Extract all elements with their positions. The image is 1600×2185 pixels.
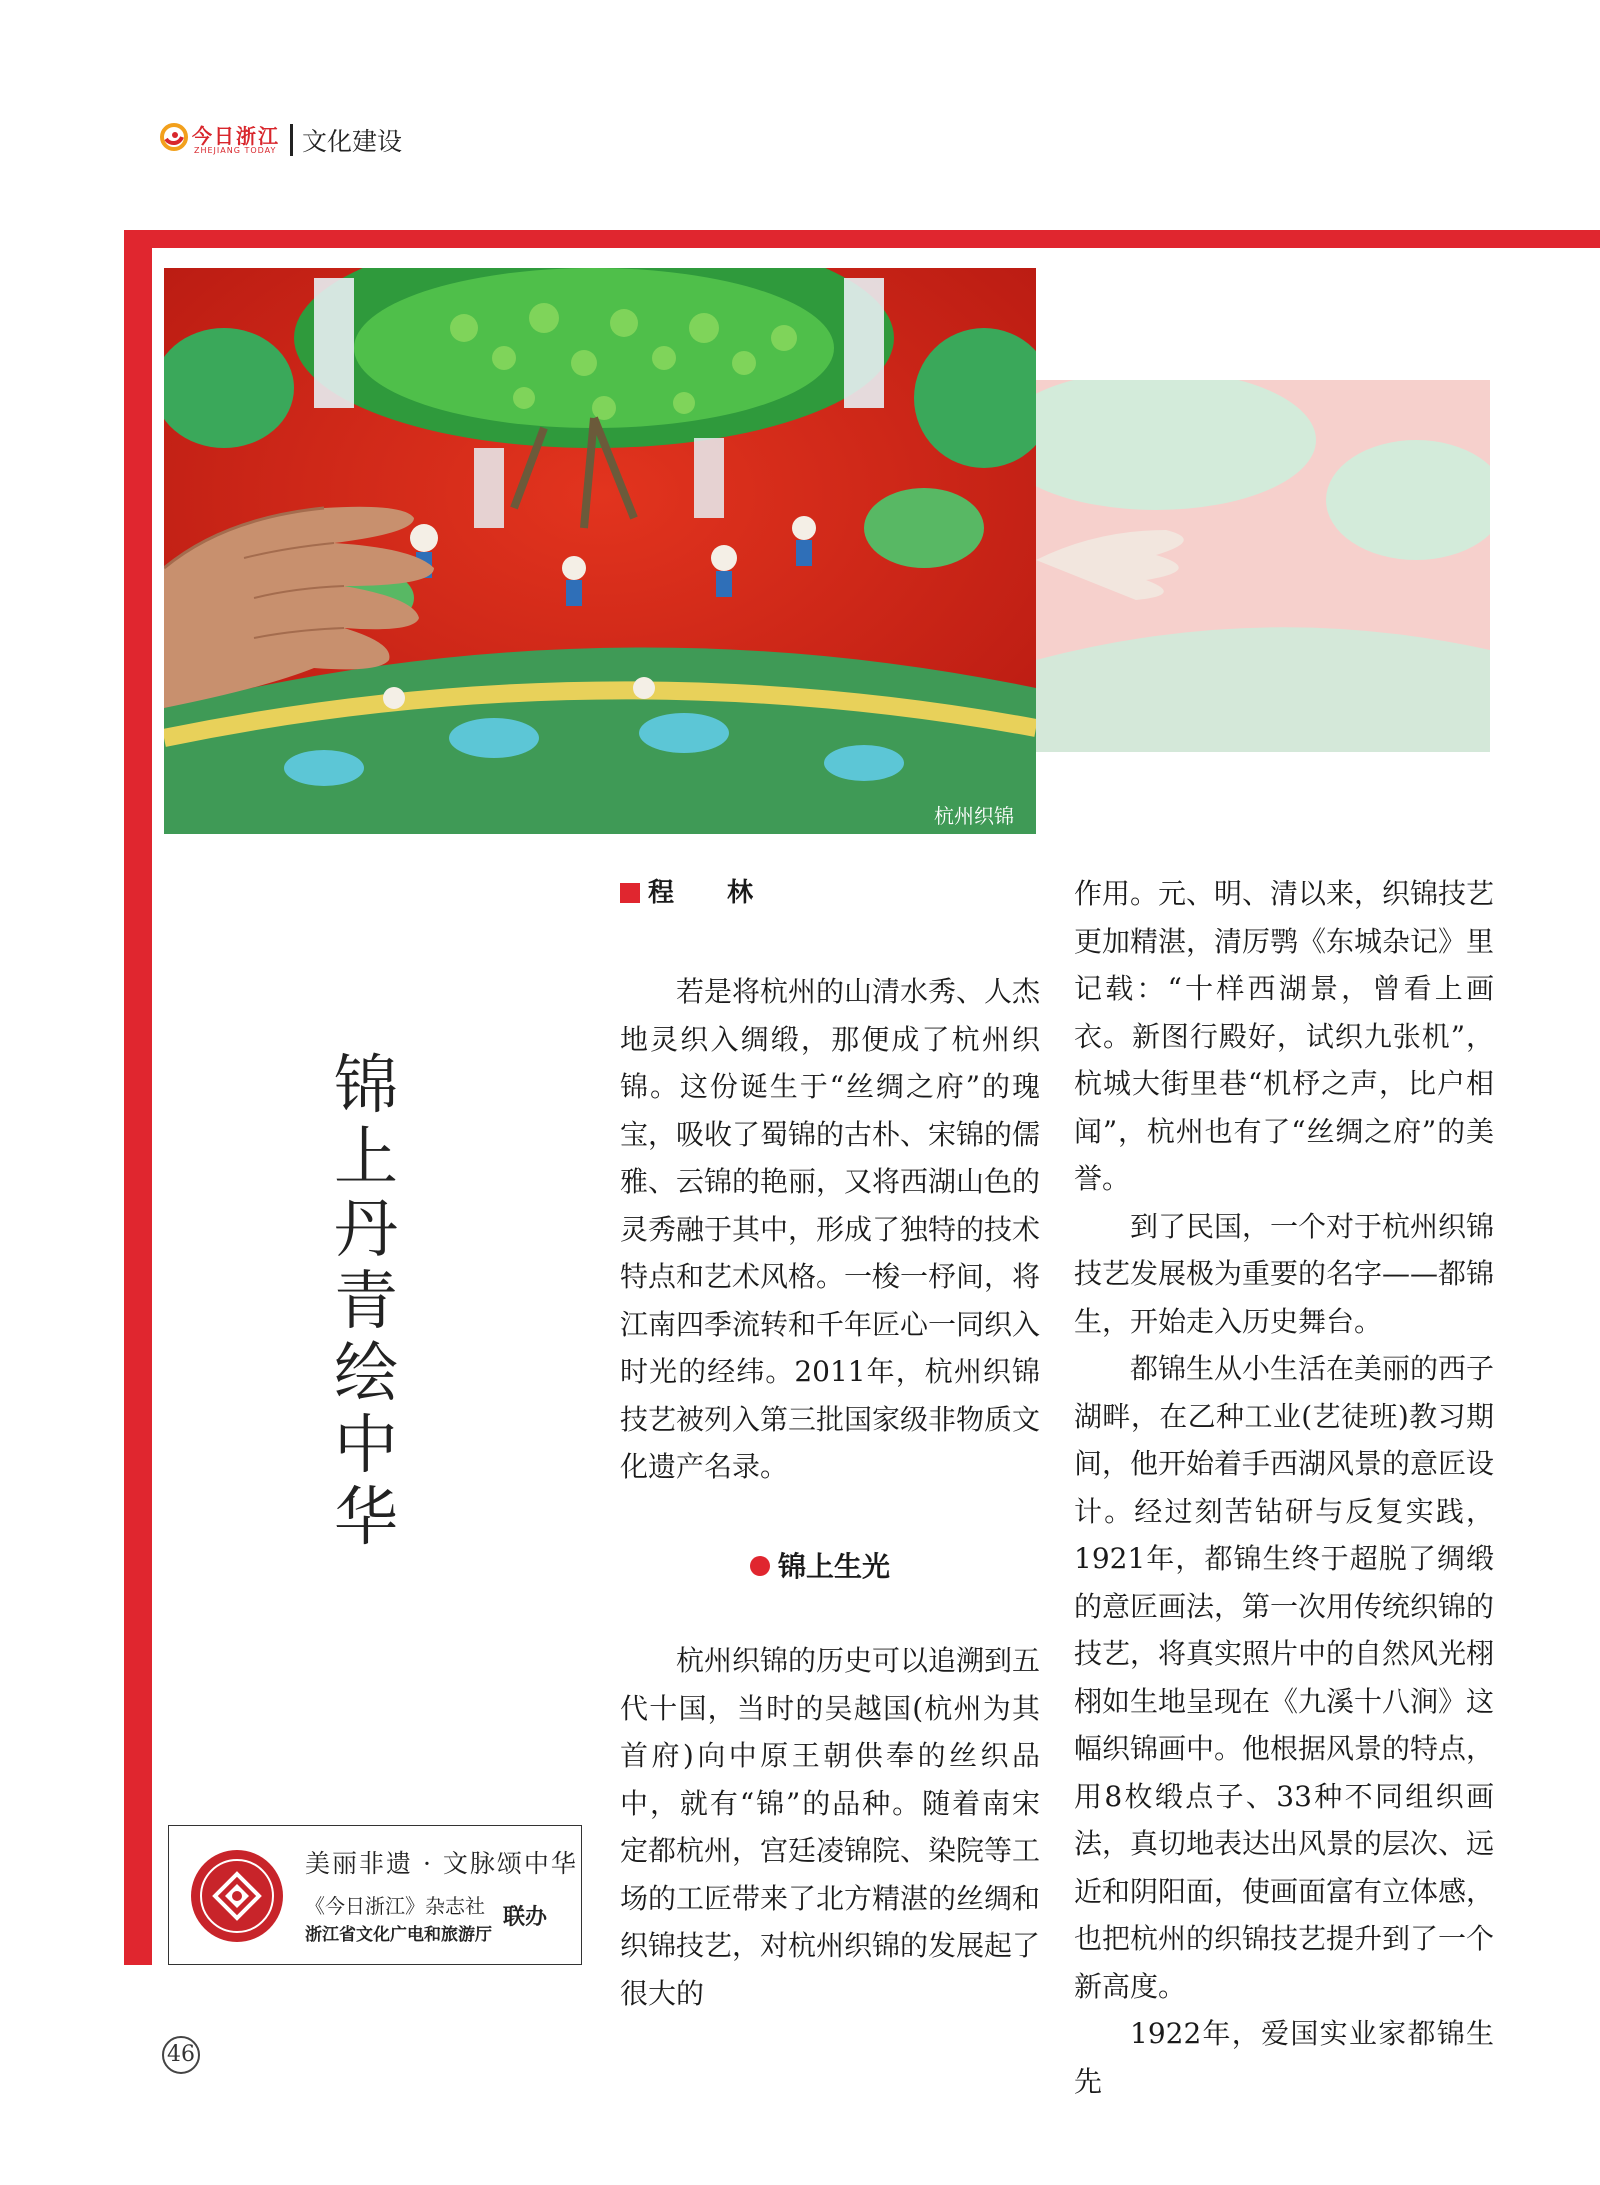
article-title (326, 1050, 406, 1554)
right-column (1074, 870, 1494, 2105)
logo-swirl-icon (160, 123, 188, 151)
red-frame-top (124, 230, 1600, 248)
faded-photo-echo (1036, 380, 1490, 752)
photo-caption: 杭州织锦 (934, 804, 1014, 828)
paragraph-5: 1922年，爱国实业家都锦生先 (1074, 2017, 1494, 2098)
paragraph-history (620, 1637, 1040, 2017)
paragraph-intro (620, 968, 1040, 1491)
title-char: 青 (334, 1265, 398, 1339)
title-char: 中 (334, 1409, 398, 1483)
logo-subtext: ZHEJIANG TODAY (194, 146, 277, 155)
author-byline (620, 872, 775, 909)
sponsor-organizer-1: 《今日浙江》杂志社 (305, 1894, 485, 1918)
red-frame-left (124, 230, 152, 1965)
red-square-marker (620, 883, 640, 903)
title-char: 上 (334, 1121, 398, 1195)
sponsor-series-name: 美丽非遗 · 文脉颂中华 (305, 1849, 578, 1878)
paragraph-1: 若是将杭州的山清水秀、人杰地灵织入绸缎，那便成了杭州织锦。这份诞生于“丝绸之府”的瑰宝，吸收了蜀锦的古朴、宋锦的儒雅、云锦的艳丽，又将西湖山色的灵秀融于其中，形成了独特的技术特点和艺术风格。一梭一杼间，将江南四季流转和千年匠心一同织入时光的经纬。2011年，杭州织锦技艺被列入第三批国家级非物质文化遗产名录。 (620, 975, 1041, 1483)
brocade-photo (164, 268, 1036, 834)
subheading-text: 锦上生光 (778, 1550, 891, 1583)
author-name: 程 林 (648, 878, 776, 908)
heritage-seal-icon (189, 1848, 285, 1944)
title-char: 丹 (334, 1193, 398, 1267)
logo-text: 今日浙江 (192, 124, 280, 148)
section-name: 文化建设 (302, 127, 403, 156)
faded-brocade-illustration (1036, 380, 1490, 752)
brocade-illustration (164, 268, 1036, 834)
sponsor-organizer-2: 浙江省文化广电和旅游厅 (305, 1925, 492, 1945)
paragraph-4: 都锦生从小生活在美丽的西子湖畔，在乙种工业(艺徒班)教习期间，他开始着手西湖风景的意匠设计。经过刻苦钻研与反复实践，1921年，都锦生终于超脱了绸缎的意匠画法，第一次用传统织锦的技艺，将真实照片中的自然风光栩栩如生地呈现在《九溪十八涧》这幅织锦画中。他根据风景的特点，用8枚缎点子、33种不同组织画法，真切地表达出风景的层次、远近和阴阳面，使画面富有立体感，也把杭州的织锦技艺提升到了一个新高度。 (1074, 1352, 1495, 2003)
paragraph-3: 到了民国，一个对于杭州织锦技艺发展极为重要的名字——都锦生，开始走入历史舞台。 (1074, 1209, 1495, 1338)
title-char: 锦 (334, 1049, 398, 1123)
paragraph-2: 杭州织锦的历史可以追溯到五代十国，当时的吴越国(杭州为其首府)向中原王朝供奉的丝织品中，就有“锦”的品种。随着南宋定都杭州，宫廷凌锦院、染院等工场的工匠带来了北方精湛的丝绸和织锦技艺，对杭州织锦的发展起了很大的 (620, 1644, 1041, 2010)
sponsor-joint-label: 联办 (503, 1905, 548, 1930)
subheading (750, 1545, 890, 1585)
page-number: 46 (162, 2036, 200, 2074)
magazine-logo (160, 120, 286, 160)
paragraph-2-continued: 作用。元、明、清以来，织锦技艺更加精湛，清厉鹗《东城杂记》里记载：“十样西湖景，曾看上画衣。新图行殿好，试织九张机”，杭城大街里巷“机杼之声，比户相闻”，杭州也有了“丝绸之府”的美誉。 (1074, 877, 1495, 1195)
title-char: 绘 (334, 1337, 398, 1411)
header-divider (290, 124, 293, 156)
title-char: 华 (334, 1481, 398, 1555)
red-dot-marker (750, 1556, 770, 1576)
sponsor-box (168, 1825, 582, 1965)
